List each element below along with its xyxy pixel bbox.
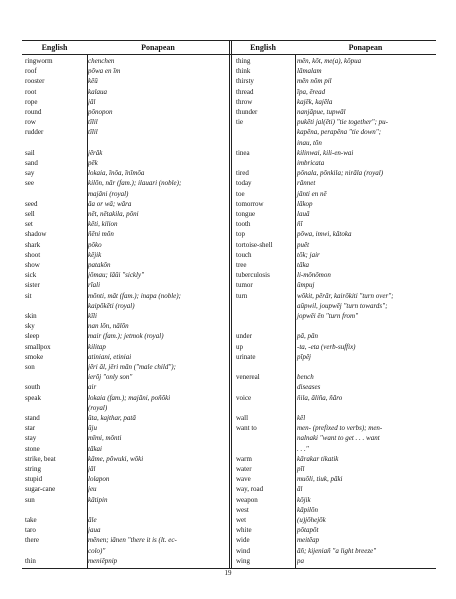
- right-glossary-row: [236, 77, 435, 86]
- right-glossary-row: [236, 404, 435, 413]
- left-glossary-row: [25, 496, 229, 505]
- ponapean-term: nēt, nētakila, pōni: [88, 210, 139, 218]
- english-term: wave: [236, 475, 251, 484]
- right-glossary-row: [236, 312, 435, 321]
- english-term: skin: [25, 312, 37, 320]
- right-glossary-row: [236, 445, 435, 454]
- english-term: star: [25, 424, 36, 433]
- english-term: today: [236, 179, 252, 188]
- left-glossary-row: [25, 343, 229, 352]
- ponapean-term: diseases: [297, 383, 321, 392]
- left-glossary-row: [25, 414, 229, 423]
- english-term: stupid: [25, 475, 43, 484]
- left-glossary-row: [25, 536, 229, 545]
- english-term: sugar-cane: [25, 485, 56, 494]
- english-term: shadow: [25, 230, 47, 239]
- ponapean-term: pōwa, imwi, kātoka: [297, 230, 352, 239]
- left-glossary-row: [25, 159, 229, 168]
- ponapean-term: kīli: [88, 312, 97, 320]
- right-glossary-row: [236, 516, 435, 525]
- english-term: stone: [25, 444, 40, 453]
- ponapean-term: kilōn, nār (fam.); ilauari (noble);: [88, 179, 182, 188]
- ponapean-term: lāmalam: [297, 67, 322, 76]
- ponapean-term: pīl: [297, 465, 305, 473]
- english-term: throw: [236, 97, 253, 106]
- right-glossary-row: [236, 271, 435, 280]
- right-glossary-row: [236, 118, 435, 127]
- ponapean-term: colo)": [88, 546, 106, 555]
- left-glossary-row: [25, 312, 229, 321]
- ponapean-term: āa or wā; wāra: [88, 199, 132, 208]
- english-term: sail: [25, 148, 35, 157]
- ponapean-term: men- (prefixed to verbs); men-: [297, 424, 383, 433]
- english-term: tinea: [236, 148, 250, 157]
- english-term: strike, beat: [25, 454, 56, 463]
- ponapean-term: pukēti jal(ēti) "tie together"; pu-: [297, 118, 389, 127]
- ponapean-term: jānti en nē: [297, 189, 327, 198]
- left-glossary-row: [25, 404, 229, 413]
- ponapean-term: lākop: [297, 199, 313, 208]
- ponapean-term: pīpēj: [297, 352, 311, 361]
- page-number: 19: [224, 569, 232, 577]
- ponapean-term: patakōn: [88, 261, 111, 269]
- english-term: sick: [25, 271, 37, 280]
- ponapean-term: kēl: [297, 414, 306, 422]
- right-glossary-row: [236, 414, 435, 423]
- english-term: sit: [25, 291, 32, 300]
- ponapean-term: jāl: [88, 465, 96, 473]
- ponapean-term: ñēni mōn: [88, 230, 114, 239]
- left-glossary-row: [25, 516, 229, 525]
- english-term: south: [25, 383, 41, 392]
- ponapean-term: bench: [297, 373, 314, 382]
- ponapean-term: lokaia (fam.); majāni, poñōki: [88, 393, 171, 402]
- english-term: west: [236, 505, 249, 514]
- right-glossary-row: [236, 434, 435, 443]
- right-glossary-row: [236, 57, 435, 66]
- english-term: thread: [236, 87, 254, 96]
- right-glossary-row: [236, 179, 435, 188]
- left-glossary-row: [25, 200, 229, 209]
- ponapean-term: majāni (royal): [88, 189, 129, 198]
- ponapean-term: kēti, kilion: [88, 220, 118, 229]
- english-term: thirsty: [236, 77, 254, 86]
- english-term: sell: [25, 210, 35, 218]
- english-term: urinate: [236, 352, 256, 361]
- right-glossary-row: [236, 230, 435, 239]
- ponapean-term: pōko: [88, 240, 102, 249]
- right-glossary-row: [236, 485, 435, 494]
- left-glossary-row: [25, 108, 229, 117]
- english-term: under: [236, 332, 252, 341]
- english-term: tooth: [236, 220, 251, 229]
- right-glossary-row: [236, 343, 435, 352]
- ponapean-term: jērāk: [88, 148, 103, 157]
- ponapean-term: kapēna, perapēna "tie down";: [297, 128, 382, 137]
- english-term: thin: [25, 556, 36, 565]
- ponapean-term: kārakar tikatik: [297, 454, 339, 463]
- left-glossary-row: [25, 128, 229, 137]
- left-glossary-row: [25, 179, 229, 188]
- english-term: venereal: [236, 373, 260, 382]
- right-glossary-row: [236, 220, 435, 229]
- ponapean-term: meitēap: [297, 536, 320, 545]
- right-glossary-row: [236, 475, 435, 484]
- left-glossary-row: [25, 88, 229, 97]
- left-glossary-row: [25, 506, 229, 515]
- right-glossary-row: [236, 455, 435, 464]
- right-glossary-row: [236, 424, 435, 433]
- english-term: seed: [25, 199, 38, 208]
- ponapean-term: jāl: [88, 97, 96, 106]
- right-glossary-row: [236, 383, 435, 392]
- right-glossary-row: [236, 394, 435, 403]
- english-term: sky: [25, 322, 35, 331]
- right-glossary-row: [236, 373, 435, 382]
- ponapean-term: kalaua: [88, 87, 108, 96]
- left-glossary-row: [25, 57, 229, 66]
- ponapean-term: kōjik: [297, 495, 311, 504]
- ponapean-term: (u)jōhejōk: [297, 516, 326, 524]
- left-glossary-row: [25, 322, 229, 331]
- left-glossary-row: [25, 445, 229, 454]
- ponapean-term: jeu: [88, 485, 97, 494]
- left-glossary-row: [25, 373, 229, 382]
- ponapean-term: kātipin: [88, 495, 108, 504]
- ponapean-term: meniēpnip: [88, 556, 118, 565]
- left-glossary-row: [25, 292, 229, 301]
- english-term: string: [25, 465, 41, 473]
- english-term: wall: [236, 414, 249, 422]
- ponapean-term: inau, tōn: [297, 138, 322, 147]
- english-term: stay: [25, 434, 37, 443]
- english-term: speak: [25, 393, 41, 402]
- ponapean-term: ñī: [297, 220, 303, 229]
- ponapean-term: tāka: [297, 261, 310, 269]
- left-glossary-row: [25, 139, 229, 148]
- ponapean-term: pōtapōt: [297, 526, 319, 535]
- english-term: wide: [236, 536, 250, 545]
- right-glossary-row: [236, 169, 435, 178]
- right-glossary-row: [236, 465, 435, 474]
- english-term: see: [25, 179, 34, 188]
- ponapean-term: mīmi, mōnti: [88, 434, 122, 443]
- ponapean-term: -ta, -eta (verb-suffix): [297, 342, 356, 351]
- ponapean-term: li-mōnōmon: [297, 271, 331, 280]
- right-glossary-row: [236, 496, 435, 505]
- ponapean-term: mēn nōm pil: [297, 77, 332, 86]
- english-term: say: [25, 169, 35, 178]
- right-glossary-row: [236, 149, 435, 158]
- ponapean-term: kilitap: [88, 342, 106, 351]
- english-term: round: [25, 108, 42, 116]
- english-term: take: [25, 516, 37, 524]
- ponapean-term: kēū: [88, 77, 98, 86]
- ponapean-term: nalnaki "want to get . . . want: [297, 434, 380, 443]
- english-term: tumor: [236, 281, 253, 290]
- english-term: smallpox: [25, 342, 51, 351]
- english-term: want to: [236, 424, 257, 433]
- left-glossary-row: [25, 149, 229, 158]
- ponapean-term: lolapon: [88, 475, 110, 484]
- right-glossary-row: [236, 67, 435, 76]
- english-term: ringworm: [25, 57, 53, 65]
- ponapean-term: jopwēi ēn "turn from": [297, 312, 359, 320]
- english-term: rooster: [25, 77, 45, 86]
- ponapean-term: kāme, pōwuki, wōki: [88, 454, 144, 463]
- left-glossary-row: [25, 394, 229, 403]
- left-glossary-row: [25, 475, 229, 484]
- english-term: turn: [236, 291, 248, 300]
- right-glossary-row: [236, 190, 435, 199]
- ponapean-term: pōnala, pōnkila; nirāla (royal): [297, 169, 384, 178]
- ponapean-term: īpa, ēread: [297, 87, 326, 96]
- ponapean-term: āñ; kijeniañ "a light breeze": [297, 546, 377, 555]
- english-term: shark: [25, 240, 41, 249]
- right-glossary-row: [236, 88, 435, 97]
- english-term: toe: [236, 189, 245, 198]
- left-ponapean-header: Ponapean: [141, 43, 175, 52]
- center-rule-2: [231, 41, 232, 568]
- english-term: tongue: [236, 210, 256, 218]
- right-glossary-row: [236, 506, 435, 515]
- right-glossary-row: [236, 210, 435, 219]
- right-glossary-row: [236, 261, 435, 270]
- english-term: tomorrow: [236, 199, 264, 208]
- english-term: shoot: [25, 250, 41, 259]
- right-glossary-row: [236, 108, 435, 117]
- ponapean-term: ierōj "only son": [88, 373, 133, 382]
- ponapean-term: āl: [297, 485, 303, 494]
- right-glossary-row: [236, 241, 435, 250]
- english-term: roof: [25, 67, 37, 76]
- ponapean-term: jēri āl, jēri mān ("male child");: [88, 363, 176, 371]
- left-glossary-row: [25, 383, 229, 392]
- left-glossary-row: [25, 455, 229, 464]
- english-term: think: [236, 67, 251, 76]
- english-term: smoke: [25, 352, 44, 361]
- english-term: tired: [236, 169, 249, 178]
- left-glossary-row: [25, 271, 229, 280]
- ponapean-term: āle: [88, 516, 97, 524]
- glossary-table: [22, 40, 436, 569]
- left-glossary-row: [25, 434, 229, 443]
- left-english-header: English: [41, 43, 68, 52]
- left-glossary-row: [25, 557, 229, 566]
- ponapean-term: muōli, tiuk, pāki: [297, 475, 343, 484]
- ponapean-term: ñila, āliña, ñāro: [297, 393, 343, 402]
- right-glossary-row: [236, 547, 435, 556]
- ponapean-term: kilinwai, kili-en-wai: [297, 148, 354, 157]
- english-term: wing: [236, 556, 250, 565]
- ponapean-term: jaua: [88, 526, 101, 535]
- english-term: show: [25, 261, 40, 269]
- ponapean-term: kaipōkēti (royal): [88, 301, 135, 310]
- left-glossary-row: [25, 353, 229, 362]
- ponapean-term: (royal): [88, 403, 108, 412]
- ponapean-term: mōnti, māt (fam.); inapa (noble);: [88, 291, 181, 300]
- right-glossary-row: [236, 322, 435, 331]
- english-term: water: [236, 465, 252, 473]
- english-term: rope: [25, 97, 38, 106]
- right-glossary-row: [236, 363, 435, 372]
- left-glossary-row: [25, 332, 229, 341]
- right-ponapean-header: Ponapean: [348, 43, 383, 52]
- right-glossary-row: [236, 251, 435, 260]
- ponapean-term: kējik: [88, 250, 102, 259]
- english-term: sleep: [25, 332, 40, 341]
- ponapean-term: lokaia, īnōa, īnīmōa: [88, 169, 145, 178]
- ponapean-term: aūpwil, joupwēj "turn towards";: [297, 301, 388, 310]
- ponapean-term: atiniani, etiniai: [88, 352, 132, 361]
- english-term: thunder: [236, 108, 258, 116]
- ponapean-term: imbricata: [297, 159, 325, 167]
- english-term: sand: [25, 159, 38, 167]
- english-term: tie: [236, 118, 243, 127]
- right-glossary-row: [236, 536, 435, 545]
- english-term: tree: [236, 261, 247, 269]
- left-glossary-row: [25, 261, 229, 270]
- left-glossary-row: [25, 98, 229, 107]
- right-glossary-row: [236, 557, 435, 566]
- english-term: root: [25, 87, 37, 96]
- ponapean-term: pōnopon: [88, 108, 113, 116]
- left-glossary-row: [25, 169, 229, 178]
- left-glossary-row: [25, 220, 229, 229]
- left-glossary-row: [25, 230, 229, 239]
- right-glossary-row: [236, 353, 435, 362]
- left-glossary-row: [25, 77, 229, 86]
- english-term: wet: [236, 516, 247, 524]
- left-glossary-row: [25, 241, 229, 250]
- ponapean-term: tōk; jair: [297, 250, 320, 259]
- ponapean-term: ūmpuj: [297, 281, 315, 290]
- right-glossary-row: [236, 302, 435, 311]
- left-glossary-row: [25, 526, 229, 535]
- ponapean-term: rānnet: [297, 179, 316, 188]
- english-term: rudder: [25, 128, 44, 137]
- english-term: there: [25, 536, 39, 545]
- right-glossary-row: [236, 159, 435, 168]
- ponapean-term: mēnen; iānen "there it is (lt. ec-: [88, 536, 177, 545]
- ponapean-term: pōwa en īm: [88, 67, 121, 76]
- english-term: set: [25, 220, 33, 229]
- ponapean-term: ūju: [88, 424, 97, 433]
- ponapean-term: rīali: [88, 281, 101, 290]
- ponapean-term: air: [88, 383, 97, 392]
- english-term: tortoise-shell: [236, 240, 273, 249]
- english-term: stand: [25, 414, 40, 422]
- english-term: up: [236, 342, 243, 351]
- ponapean-term: nanjāpue, tupwāl: [297, 108, 346, 116]
- english-term: sister: [25, 281, 40, 290]
- right-glossary-row: [236, 200, 435, 209]
- ponapean-term: tīlil: [88, 128, 98, 137]
- ponapean-term: pa: [297, 556, 304, 565]
- english-term: warm: [236, 454, 252, 463]
- right-english-header: English: [250, 43, 276, 52]
- right-glossary-row: [236, 526, 435, 535]
- left-glossary-row: [25, 485, 229, 494]
- right-glossary-row: [236, 332, 435, 341]
- ponapean-term: pā, pān: [297, 332, 318, 341]
- english-term: taro: [25, 526, 36, 535]
- left-glossary-row: [25, 210, 229, 219]
- ponapean-term: ūta, kajthar, patā: [88, 414, 136, 422]
- english-term: white: [236, 526, 252, 535]
- english-term: touch: [236, 250, 252, 259]
- right-glossary-row: [236, 281, 435, 290]
- left-glossary-row: [25, 190, 229, 199]
- english-term: sun: [25, 495, 35, 504]
- right-glossary-row: [236, 128, 435, 137]
- left-glossary-row: [25, 67, 229, 76]
- english-term: wind: [236, 546, 250, 555]
- ponapean-term: kāpilōn: [297, 505, 318, 514]
- ponapean-term: chenchen: [88, 57, 115, 65]
- english-term: voice: [236, 393, 252, 402]
- ponapean-term: . . .": [297, 444, 309, 453]
- ponapean-term: jōmau; lāūi "sickly": [88, 271, 145, 280]
- ponapean-term: wōkit, pērār, kairōkiti "turn over";: [297, 291, 394, 300]
- ponapean-term: mair (fam.); jetmok (royal): [88, 332, 164, 341]
- english-term: weapon: [236, 495, 258, 504]
- left-glossary-row: [25, 424, 229, 433]
- english-term: row: [25, 118, 36, 127]
- left-glossary-row: [25, 363, 229, 372]
- ponapean-term: lauā: [297, 210, 310, 218]
- english-term: tuberculosis: [236, 271, 270, 280]
- english-term: top: [236, 230, 245, 239]
- right-glossary-row: [236, 98, 435, 107]
- right-glossary-row: [236, 292, 435, 301]
- left-glossary-row: [25, 251, 229, 260]
- ponapean-term: kajēk, kajēla: [297, 97, 333, 106]
- english-term: thing: [236, 57, 251, 65]
- left-glossary-row: [25, 547, 229, 556]
- right-glossary-row: [236, 139, 435, 148]
- left-glossary-row: [25, 302, 229, 311]
- ponapean-term: tīlil: [88, 118, 98, 127]
- left-glossary-row: [25, 465, 229, 474]
- left-glossary-row: [25, 281, 229, 290]
- ponapean-term: tākai: [88, 444, 102, 453]
- english-term: way, road: [236, 485, 264, 494]
- left-glossary-row: [25, 118, 229, 127]
- ponapean-term: nan lōn, nālōn: [88, 322, 129, 331]
- ponapean-term: pēk: [88, 159, 98, 167]
- ponapean-term: puēt: [297, 240, 310, 249]
- english-term: son: [25, 363, 35, 371]
- ponapean-term: mēn, kōt, me(a), kōpua: [297, 57, 362, 65]
